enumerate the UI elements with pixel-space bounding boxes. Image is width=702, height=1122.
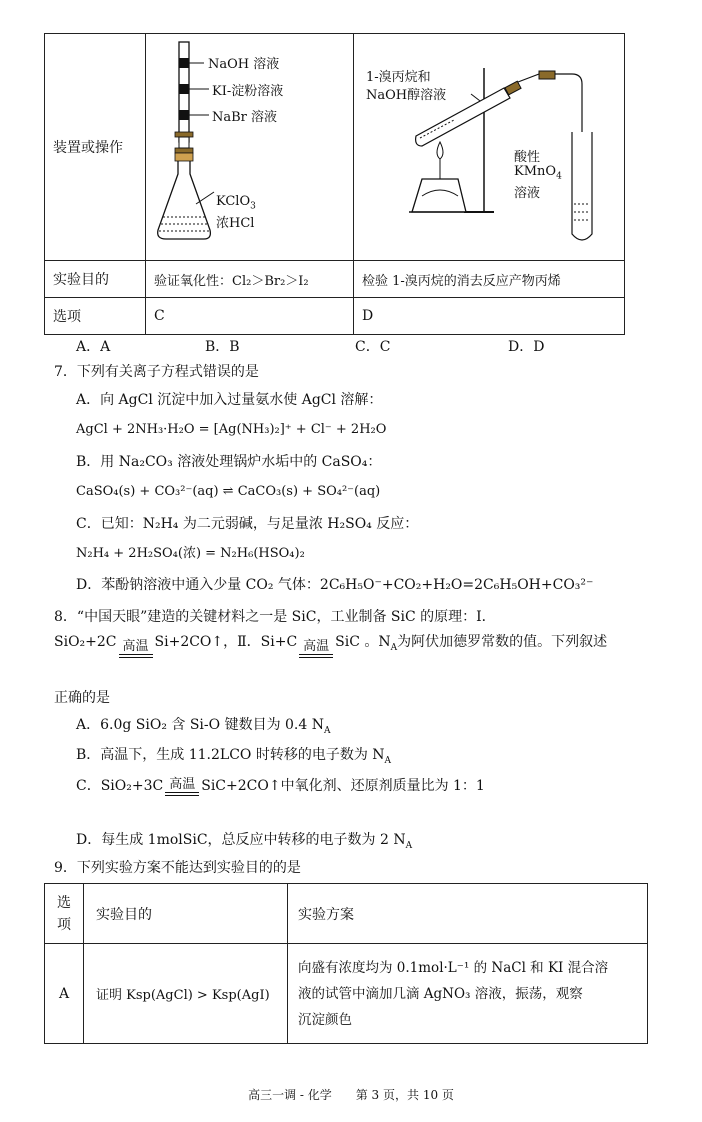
condition-high-temp-2: 高温 bbox=[297, 640, 335, 658]
q7-equation-b: CaSO₄(s) + CO₃²⁻(aq) ⇌ CaCO₃(s) + SO₄²⁻(aq) bbox=[76, 484, 381, 499]
q6-option-a: A．A bbox=[76, 339, 111, 355]
q7-equation-c: N₂H₄ + 2H₂SO₄(浓) = N₂H₆(HSO₄)₂ bbox=[76, 546, 305, 561]
q8-option-c: C．SiO₂+3C 高温 SiC+2CO↑中氧化剂、还原剂质量比为 1：1 bbox=[76, 777, 485, 794]
apparatus-table bbox=[44, 33, 625, 335]
kmno4-label-1: 酸性 bbox=[514, 150, 541, 165]
q8-option-d: D．每生成 1molSiC，总反应中转移的电子数为 2 $N_A$ bbox=[76, 832, 413, 851]
q9-header-plan: 实验方案 bbox=[288, 884, 648, 944]
q7-option-d: D．苯酚钠溶液中通入少量 CO₂ 气体：2C₆H₅O⁻+CO₂+H₂O=2C₆H₅OH+CO₃²⁻ bbox=[76, 577, 594, 593]
q8-stem-line3: 正确的是 bbox=[54, 690, 110, 706]
purpose-d: 检验 1-溴丙烷的消去反应产物丙烯 bbox=[354, 261, 625, 298]
q9-row-option: A bbox=[45, 944, 84, 1044]
reagent-ki-label: KI-淀粉溶液 bbox=[212, 84, 284, 99]
reagent-nabr-label: NaBr 溶液 bbox=[212, 110, 278, 125]
q9-row-plan: 向盛有浓度均为 0.1mol·L⁻¹ 的 NaCl 和 KI 混合溶 液的试管中滴加几滴 AgNO₃ 溶液，振荡，观察 沉淀颜色 bbox=[288, 944, 648, 1044]
q8-option-b: B．高温下，生成 11.2LCO 时转移的电子数为 $N_A$ bbox=[76, 747, 392, 766]
flask-hcl-label: 浓HCl bbox=[216, 216, 255, 231]
kmno4-label-2: KMnO$_4$ bbox=[514, 164, 562, 182]
q9-table bbox=[44, 883, 648, 1044]
kmno4-label-3: 溶液 bbox=[514, 186, 541, 201]
row-label-apparatus: 装置或操作 bbox=[45, 34, 146, 261]
option-c: C bbox=[146, 298, 354, 335]
q9-stem: 9．下列实验方案不能达到实验目的的是 bbox=[54, 860, 301, 876]
condition-high-temp-3: 高温 bbox=[163, 778, 201, 796]
option-d: D bbox=[354, 298, 625, 335]
page-footer: 高三一调 - 化学 第 3 页，共 10 页 bbox=[248, 1088, 454, 1102]
q8-stem-line2: SiO₂+2C 高温 Si+2CO↑，Ⅱ．Si+C 高温 SiC 。$N_A$为阿伏加德罗常数的值。下列叙述 bbox=[54, 632, 607, 666]
reagent-naoh-label: NaOH 溶液 bbox=[208, 57, 280, 72]
row-label-purpose: 实验目的 bbox=[45, 261, 146, 298]
purpose-c: 验证氧化性：Cl₂＞Br₂＞I₂ bbox=[146, 261, 354, 298]
q7-option-c: C．已知：N₂H₄ 为二元弱碱，与足量浓 H₂SO₄ 反应： bbox=[76, 516, 419, 532]
q7-stem: 7．下列有关离子方程式错误的是 bbox=[54, 364, 259, 380]
tube-label-2: NaOH醇溶液 bbox=[366, 88, 447, 103]
apparatus-c-cell bbox=[146, 34, 354, 261]
q8-option-a: A．6.0g SiO₂ 含 Si-O 键数目为 0.4 $N_A$ bbox=[76, 717, 331, 736]
condition-high-temp: 高温 bbox=[117, 640, 155, 658]
q7-equation-a: AgCl + 2NH₃·H₂O = [Ag(NH₃)₂]⁺ + Cl⁻ + 2H₂O bbox=[76, 422, 387, 437]
row-label-option: 选项 bbox=[45, 298, 146, 335]
q8-stem-line1: 8．“中国天眼”建造的关键材料之一是 SiC，工业制备 SiC 的原理：Ⅰ． bbox=[54, 609, 496, 625]
q7-option-b: B．用 Na₂CO₃ 溶液处理锅炉水垢中的 CaSO₄： bbox=[76, 454, 382, 470]
tube-label-1: 1-溴丙烷和 bbox=[366, 70, 431, 85]
apparatus-d-cell bbox=[354, 34, 625, 261]
flask-kclo3-label: KClO$_3$ bbox=[216, 194, 256, 212]
q6-option-b: B．B bbox=[205, 339, 240, 355]
q9-row-goal: 证明 Ksp(AgCl) > Ksp(AgI) bbox=[84, 944, 288, 1044]
q7-option-a: A．向 AgCl 沉淀中加入过量氨水使 AgCl 溶解： bbox=[76, 392, 383, 408]
q6-option-d: D．D bbox=[508, 339, 545, 355]
q6-option-c: C．C bbox=[355, 339, 391, 355]
q9-header-option: 选 项 bbox=[45, 884, 84, 944]
q9-header-goal: 实验目的 bbox=[84, 884, 288, 944]
